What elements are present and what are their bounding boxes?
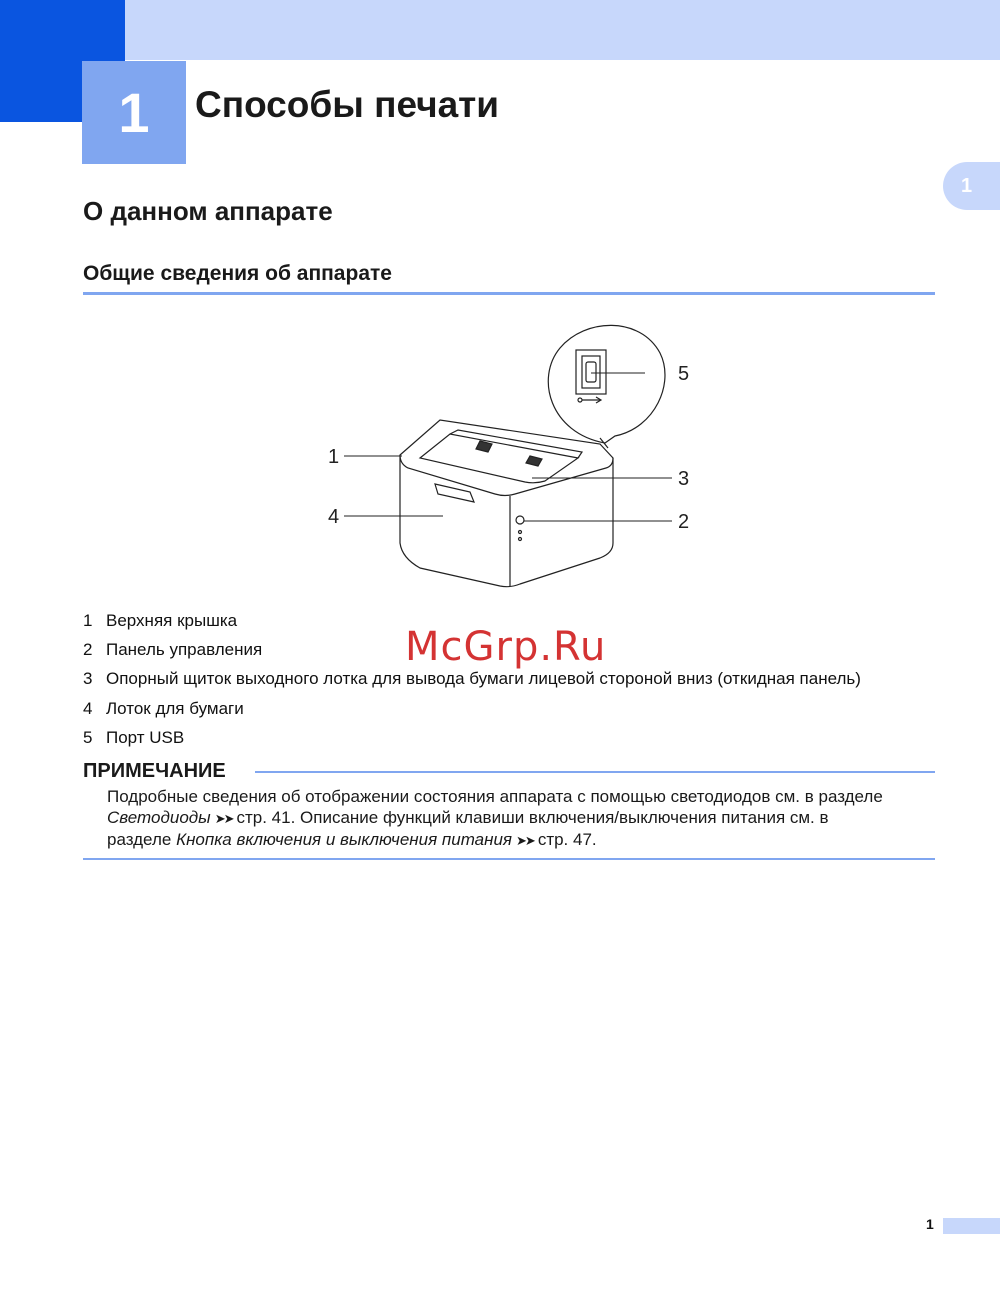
subsection-rule (83, 292, 935, 295)
legend-item: 4 Лоток для бумаги (83, 698, 244, 718)
legend-item: 1 Верхняя крышка (83, 610, 238, 630)
page-number-tab (943, 1218, 1000, 1234)
header-band (125, 0, 1000, 60)
usb-port-closeup (548, 325, 665, 443)
callout-4: 4 (328, 506, 340, 528)
chapter-side-tab[interactable]: 1 (943, 162, 1000, 210)
note-body: Подробные сведения об отображении состояния аппарата с помощью светодиодов см. в разделе Светодиоды ➤➤ стр. 41. Описание функций клавиши включения/выключения питания см. в разделе Кнопка включения и выключения питания ➤➤ стр. 47. (107, 787, 883, 849)
callout-1: 1 (328, 446, 340, 468)
callout-2: 2 (678, 511, 690, 533)
note-rule-bottom (83, 858, 935, 860)
page-number: 1 (926, 1216, 934, 1232)
legend-item: 3 Опорный щиток выходного лотка для вывода бумаги лицевой стороной вниз (откидная панель) (83, 669, 861, 689)
watermark: McGrp.Ru (405, 624, 607, 670)
printer-diagram (310, 318, 710, 598)
link-leds[interactable]: Светодиоды (107, 808, 211, 827)
link-power-button[interactable]: Кнопка включения и выключения питания (176, 830, 513, 849)
chapter-title: Способы печати (195, 84, 500, 125)
section-title: О данном аппарате (83, 196, 333, 226)
chapter-number: 1 (82, 61, 186, 164)
callout-5: 5 (678, 363, 690, 385)
double-arrow-icon: ➤➤ (516, 833, 534, 848)
legend-item: 5 Порт USB (83, 727, 185, 747)
callout-3: 3 (678, 468, 690, 490)
subsection-title: Общие сведения об аппарате (83, 262, 392, 285)
note-rule-top (255, 771, 935, 773)
double-arrow-icon: ➤➤ (214, 811, 233, 826)
legend-item: 2 Панель управления (83, 639, 263, 659)
note-title: ПРИМЕЧАНИЕ (83, 760, 226, 782)
